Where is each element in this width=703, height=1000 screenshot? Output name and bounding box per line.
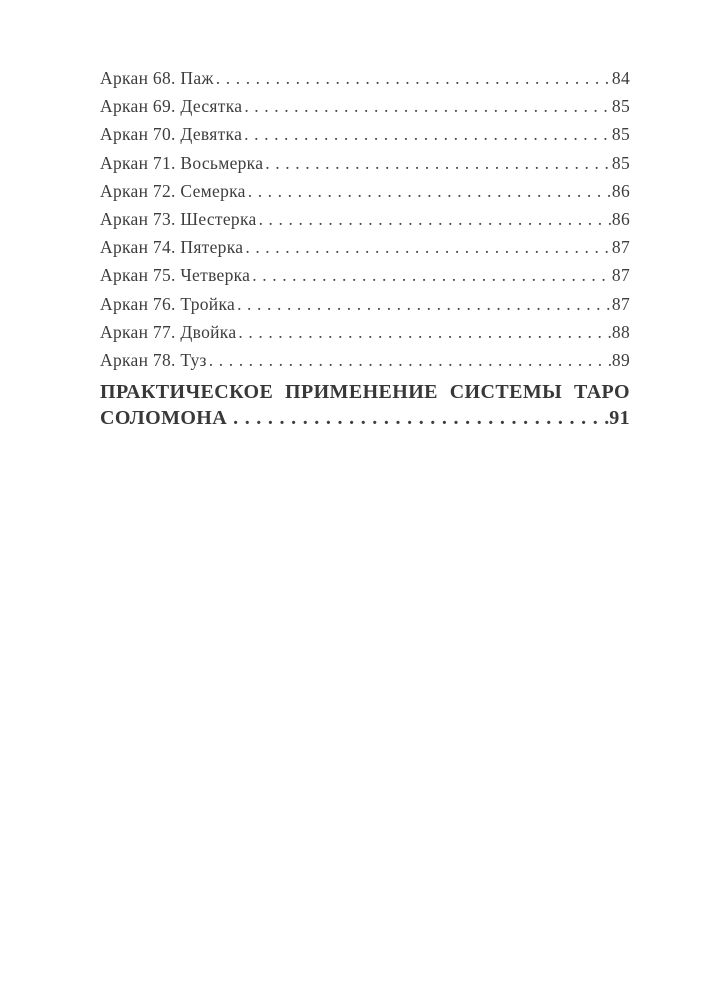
toc-entry (100, 120, 630, 148)
toc-entry-page: 89 (611, 349, 630, 370)
section-heading-line1: ПРАКТИЧЕСКОЕ ПРИМЕНЕНИЕ СИСТЕМЫ ТАРО (100, 381, 630, 404)
toc-entry-label: Аркан 69. Десятка (100, 96, 243, 117)
toc-entry-label: Аркан 78. Туз (100, 349, 207, 370)
dot-leader (259, 205, 612, 233)
dot-leader (244, 120, 612, 148)
toc-entry-label: Аркан 75. Четверка (100, 265, 251, 286)
section-heading-line2-label: СОЛОМОНА (100, 406, 228, 429)
toc-entry (100, 64, 630, 92)
toc-entry (100, 233, 630, 261)
dot-leader (265, 149, 612, 177)
toc-entry-page: 87 (611, 237, 630, 258)
toc-entry (100, 261, 630, 289)
toc-entry-label: Аркан 70. Девятка (100, 124, 243, 145)
toc-entry (100, 290, 630, 318)
toc-entry-label: Аркан 73. Шестерка (100, 208, 257, 229)
section-heading-line2 (100, 406, 630, 432)
toc-entry-label: Аркан 71. Восьмерка (100, 152, 264, 173)
dot-leader (233, 406, 609, 432)
toc-entry-page: 85 (611, 124, 630, 145)
toc-entry (100, 92, 630, 120)
toc-entry-page: 85 (611, 152, 630, 173)
toc-entry-page: 86 (611, 180, 630, 201)
toc-entry (100, 318, 630, 346)
toc-entry-page: 87 (611, 293, 630, 314)
dot-leader (209, 346, 612, 374)
section-heading (100, 380, 630, 431)
toc-entry-page: 85 (611, 96, 630, 117)
dot-leader (248, 177, 612, 205)
toc-entry (100, 205, 630, 233)
dot-leader (238, 318, 612, 346)
toc-entry-label: Аркан 74. Пятерка (100, 237, 244, 258)
toc-entry-page: 88 (611, 321, 630, 342)
toc-entry (100, 177, 630, 205)
toc-entry-label: Аркан 76. Тройка (100, 293, 236, 314)
toc-entry (100, 149, 630, 177)
toc-entry-label: Аркан 68. Паж (100, 68, 214, 88)
dot-leader (245, 233, 612, 261)
toc-entry-page: 87 (611, 265, 630, 286)
dot-leader (252, 261, 612, 289)
toc-entry (100, 346, 630, 374)
dot-leader (237, 290, 612, 318)
toc-entry-page: 84 (611, 68, 630, 88)
toc-entry-page: 86 (611, 208, 630, 229)
dot-leader (244, 92, 612, 120)
toc-entry-label: Аркан 72. Семерка (100, 180, 246, 201)
toc-entry-label: Аркан 77. Двойка (100, 321, 237, 342)
section-heading-page: 91 (609, 406, 630, 429)
dot-leader (216, 64, 612, 92)
table-of-contents (100, 64, 630, 431)
